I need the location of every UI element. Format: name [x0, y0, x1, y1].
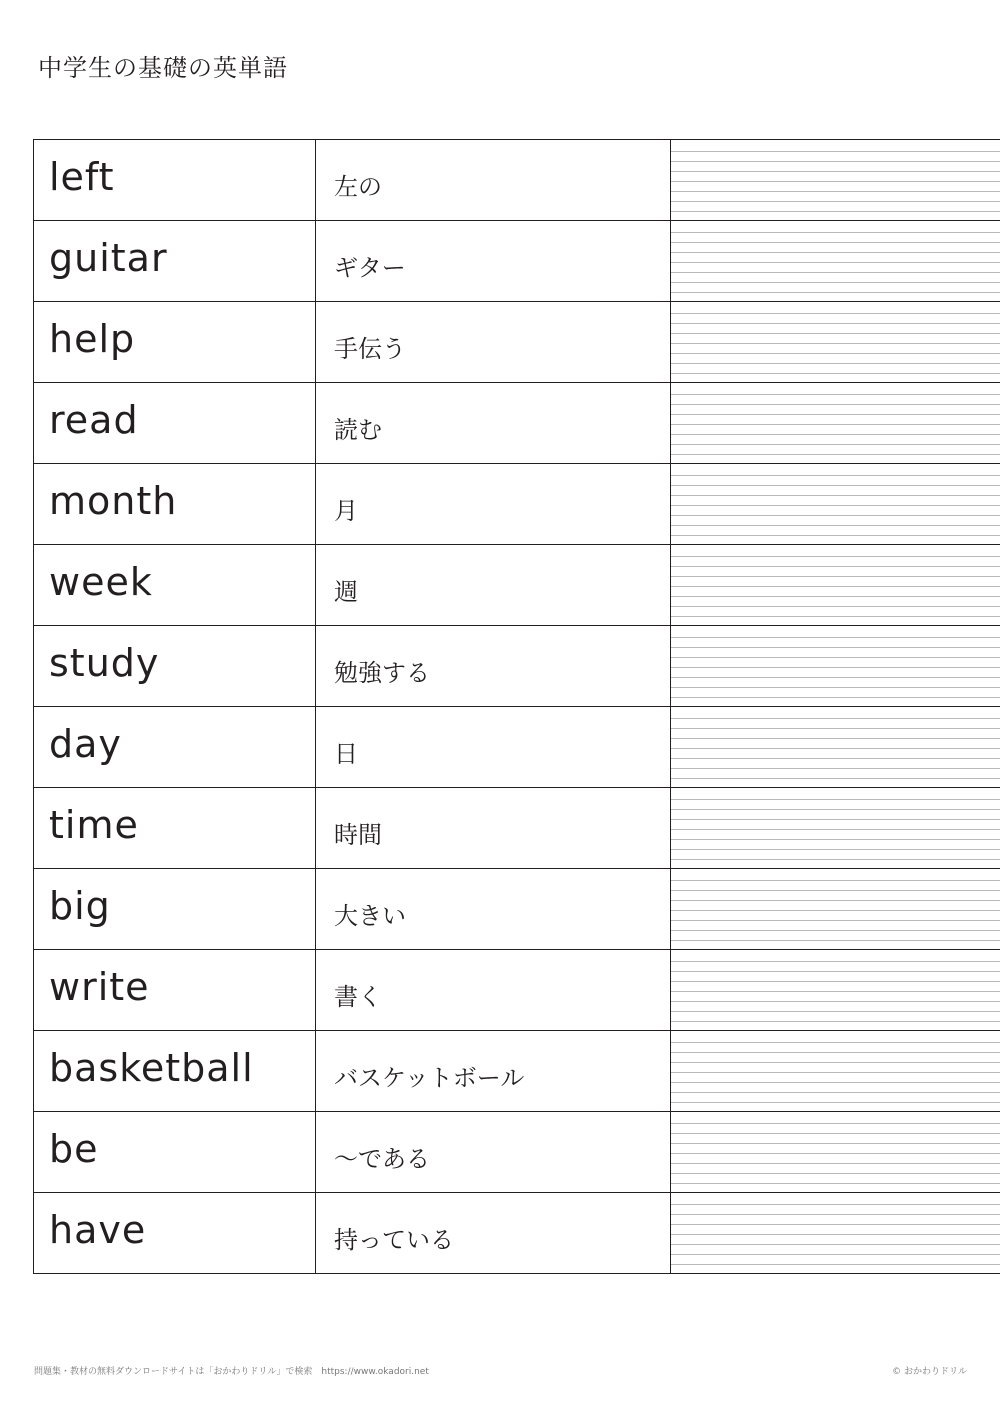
japanese-meaning-cell	[316, 221, 671, 302]
english-word-cell	[34, 464, 316, 545]
english-word-cell	[34, 950, 316, 1031]
writing-practice-cell	[671, 950, 1000, 1031]
english-word-cell	[34, 545, 316, 626]
english-word-cell	[34, 1112, 316, 1193]
vocab-row	[34, 950, 1000, 1031]
japanese-meaning: ～である	[334, 1144, 430, 1173]
writing-practice-cell	[671, 302, 1000, 383]
japanese-meaning-cell	[316, 1112, 671, 1193]
writing-practice-cell	[671, 1193, 1000, 1274]
writing-practice-cell	[671, 140, 1000, 221]
japanese-meaning: ギター	[334, 253, 406, 282]
ruled-lines	[671, 790, 1000, 866]
vocab-row	[34, 383, 1000, 464]
ruled-lines	[671, 1114, 1000, 1190]
writing-practice-cell	[671, 221, 1000, 302]
english-word: study	[49, 641, 160, 685]
english-word: have	[49, 1208, 147, 1252]
ruled-lines	[671, 1195, 1000, 1271]
ruled-lines	[671, 466, 1000, 542]
vocabulary-table	[33, 139, 1000, 1274]
ruled-lines	[671, 1033, 1000, 1109]
japanese-meaning-cell	[316, 1031, 671, 1112]
japanese-meaning-cell	[316, 707, 671, 788]
japanese-meaning: 時間	[334, 820, 382, 849]
vocab-row	[34, 1031, 1000, 1112]
japanese-meaning-cell	[316, 1193, 671, 1274]
japanese-meaning-cell	[316, 626, 671, 707]
japanese-meaning: 読む	[334, 415, 382, 444]
ruled-lines	[671, 304, 1000, 380]
vocab-row	[34, 221, 1000, 302]
footer-note: 問題集・教材の無料ダウンロードサイトは「おかわりドリル」で検索 https://www.okadori.net	[34, 1367, 429, 1377]
english-word-cell	[34, 788, 316, 869]
english-word: left	[49, 155, 115, 199]
vocab-row	[34, 140, 1000, 221]
vocab-row	[34, 626, 1000, 707]
english-word-cell	[34, 869, 316, 950]
english-word-cell	[34, 221, 316, 302]
ruled-lines	[671, 628, 1000, 704]
page-title: 中学生の基礎の英単語	[38, 54, 288, 82]
vocab-row	[34, 464, 1000, 545]
japanese-meaning: 日	[334, 739, 358, 768]
english-word: guitar	[49, 236, 168, 280]
writing-practice-cell	[671, 869, 1000, 950]
english-word: week	[49, 560, 153, 604]
ruled-lines	[671, 871, 1000, 947]
japanese-meaning: 左の	[334, 172, 382, 201]
japanese-meaning: 勉強する	[334, 658, 430, 687]
ruled-lines	[671, 385, 1000, 461]
japanese-meaning-cell	[316, 788, 671, 869]
english-word: time	[49, 803, 139, 847]
english-word-cell	[34, 140, 316, 221]
ruled-lines	[671, 142, 1000, 218]
english-word-cell	[34, 1193, 316, 1274]
ruled-lines	[671, 223, 1000, 299]
english-word: basketball	[49, 1046, 254, 1090]
japanese-meaning-cell	[316, 950, 671, 1031]
english-word-cell	[34, 707, 316, 788]
writing-practice-cell	[671, 545, 1000, 626]
english-word-cell	[34, 302, 316, 383]
japanese-meaning: 書く	[334, 982, 382, 1011]
japanese-meaning: 週	[334, 577, 358, 606]
japanese-meaning: 持っている	[334, 1225, 454, 1254]
english-word: month	[49, 479, 178, 523]
footer-copyright: © おかわりドリル	[892, 1367, 967, 1377]
english-word: write	[49, 965, 150, 1009]
ruled-lines	[671, 952, 1000, 1028]
vocab-row	[34, 1193, 1000, 1274]
writing-practice-cell	[671, 1112, 1000, 1193]
ruled-lines	[671, 709, 1000, 785]
english-word: big	[49, 884, 111, 928]
writing-practice-cell	[671, 1031, 1000, 1112]
english-word-cell	[34, 1031, 316, 1112]
writing-practice-cell	[671, 788, 1000, 869]
english-word-cell	[34, 383, 316, 464]
japanese-meaning-cell	[316, 464, 671, 545]
japanese-meaning: バスケットボール	[334, 1063, 525, 1092]
vocab-row	[34, 788, 1000, 869]
japanese-meaning: 大きい	[334, 901, 406, 930]
vocab-row	[34, 1112, 1000, 1193]
english-word-cell	[34, 626, 316, 707]
writing-practice-cell	[671, 464, 1000, 545]
japanese-meaning-cell	[316, 869, 671, 950]
vocab-row	[34, 545, 1000, 626]
japanese-meaning: 手伝う	[334, 334, 406, 363]
english-word: help	[49, 317, 136, 361]
writing-practice-cell	[671, 383, 1000, 464]
writing-practice-cell	[671, 707, 1000, 788]
vocab-row	[34, 707, 1000, 788]
english-word: be	[49, 1127, 99, 1171]
japanese-meaning-cell	[316, 383, 671, 464]
english-word: day	[49, 722, 122, 766]
japanese-meaning: 月	[334, 496, 358, 525]
japanese-meaning-cell	[316, 140, 671, 221]
japanese-meaning-cell	[316, 545, 671, 626]
japanese-meaning-cell	[316, 302, 671, 383]
vocab-row	[34, 869, 1000, 950]
ruled-lines	[671, 547, 1000, 623]
english-word: read	[49, 398, 139, 442]
vocab-row	[34, 302, 1000, 383]
writing-practice-cell	[671, 626, 1000, 707]
